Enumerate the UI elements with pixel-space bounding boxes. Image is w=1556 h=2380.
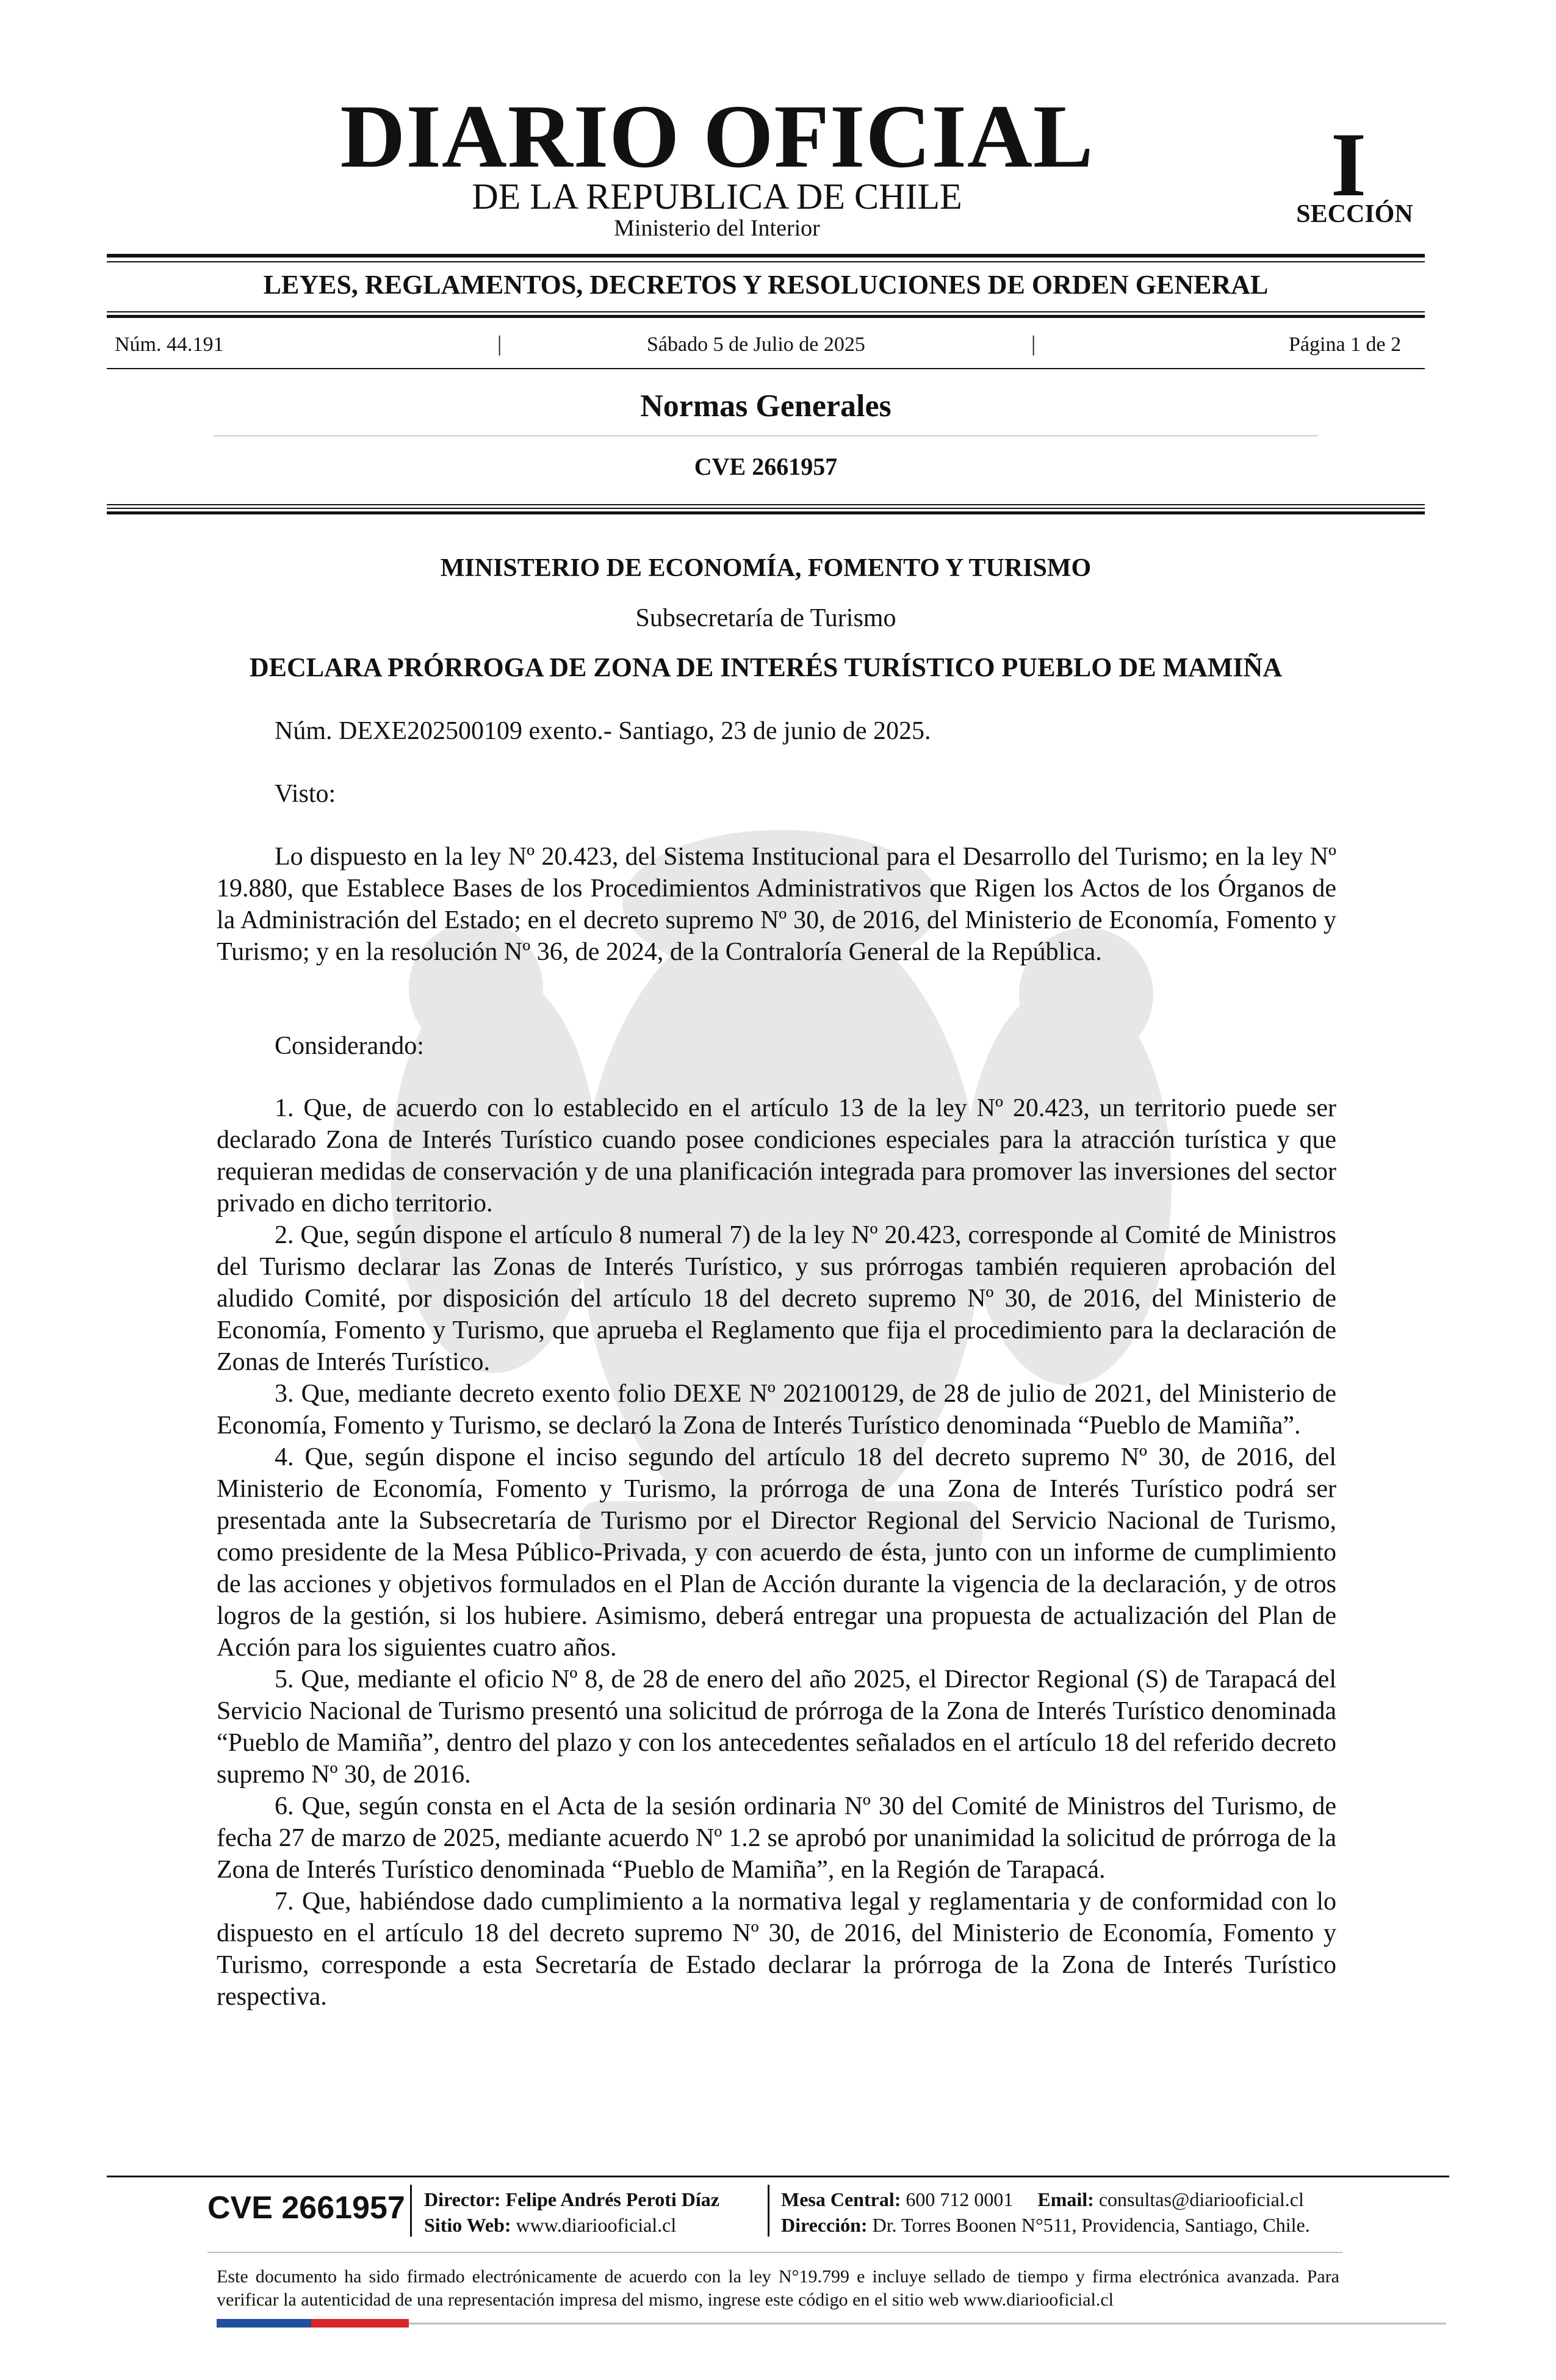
flag-stripe-blue (217, 2319, 311, 2328)
newspaper-subtitle: DE LA REPUBLICA DE CHILE (472, 176, 962, 217)
masthead-rule-thick (107, 254, 1425, 258)
footer-address (781, 2215, 1310, 2235)
mesa-label: Mesa Central: (781, 2188, 901, 2210)
section-title-rule (214, 435, 1318, 436)
website-link[interactable]: www.diariooficial.cl (516, 2214, 677, 2236)
visto-paragraph: Lo dispuesto en la ley Nº 20.423, del Sistema Institucional para el Desarrollo del Turismo; en la ley Nº 19.880, que Establece Bases de los Procedimientos Administrativos que Rigen los Actos de los Órganos de la Administración del Estado; en el decreto supremo Nº 30, de 2016, del Ministerio de Economía, Fomento y Turismo; y en la resolución Nº 36, de 2024, de la Contraloría General de la República. (217, 843, 1336, 966)
address-value: Dr. Torres Boonen N°511, Providencia, Santiago, Chile. (872, 2214, 1310, 2236)
band-rule-thin (107, 311, 1425, 312)
newspaper-ministry: Ministerio del Interior (614, 215, 820, 241)
issue-date: Sábado 5 de Julio de 2025 (647, 333, 865, 356)
director-label: Director: (424, 2188, 501, 2210)
visto-label: Visto: (275, 780, 336, 808)
newspaper-title: DIARIO OFICIAL (340, 87, 1094, 187)
director-value: Felipe Andrés Peroti Díaz (505, 2188, 719, 2210)
considerando-item: 2. Que, según dispone el artículo 8 numeral 7) de la ley Nº 20.423, corresponde al Comité de Ministros del Turismo declarar las Zonas de Interés Turístico, y sus prórrogas también requieren aprobación del aludido Comité, por disposición del artículo 18 del decreto supremo Nº 30, de 2016, del Ministerio de Economía, Fomento y Turismo, que aprueba el Reglamento que fija el procedimiento para la declaración de Zonas de Interés Turístico. (217, 1221, 1336, 1376)
decree-number-line: Núm. DEXE202500109 exento.- Santiago, 23 de junio de 2025. (275, 717, 931, 745)
mesa-value: 600 712 0001 (906, 2188, 1014, 2210)
footer-cve-code: CVE 2661957 (207, 2190, 405, 2226)
considerando-label: Considerando: (275, 1032, 424, 1060)
email-label: Email: (1037, 2188, 1094, 2210)
issue-page: Página 1 de 2 (1289, 333, 1402, 356)
band-rule-thick (107, 315, 1425, 318)
footer-legal-note: Este documento ha sido firmado electrónicamente de acuerdo con la ley N°19.799 e incluye sellado de tiempo y firma electrónica avanzada. Para verificar la autenticidad de una representación impresa del mismo, ingrese este código en el sitio web www.diariooficial.cl (217, 2266, 1339, 2310)
considerando-item: 7. Que, habiéndose dado cumplimiento a la normativa legal y reglamentaria y de conformidad con lo dispuesto en el artículo 18 del decreto supremo Nº 30, de 2016, del Ministerio de Economía, Fomento y Turismo, corresponde a esta Secretaría de Estado declarar la prórroga de la Zona de Interés Turístico respectiva. (217, 1888, 1336, 2011)
issue-rule (107, 368, 1425, 369)
considerando-item: 1. Que, de acuerdo con lo establecido en el artículo 13 de la ley Nº 20.423, un territorio puede ser declarado Zona de Interés Turístico cuando posee condiciones especiales para la atracción turística y que requieran medidas de conservación y de una planificación integrada para promover las inversiones del sector privado en dicho territorio. (217, 1094, 1336, 1217)
decree-title: DECLARA PRÓRROGA DE ZONA DE INTERÉS TURÍSTICO PUEBLO DE MAMIÑA (249, 652, 1283, 682)
section-number: I (1330, 114, 1367, 215)
considerando-item: 6. Que, según consta en el Acta de la sesión ordinaria Nº 30 del Comité de Ministros del Turismo, de fecha 27 de marzo de 2025, mediante acuerdo Nº 1.2 se aprobó por unanimidad la solicitud de prórroga de la Zona de Interés Turístico denominada “Pueblo de Mamiña”, en la Región de Tarapacá. (217, 1792, 1336, 1884)
footer-director (424, 2190, 719, 2209)
footer-divider (768, 2185, 769, 2237)
considerando-item: 5. Que, mediante el oficio Nº 8, de 28 de enero del año 2025, el Director Regional (S) de Tarapacá del Servicio Nacional de Turismo presentó una solicitud de prórroga de la Zona de Interés Turístico denominada “Pueblo de Mamiña”, dentro del plazo y con los antecedentes señalados en el artículo 18 del referido decreto supremo Nº 30, de 2016. (217, 1665, 1336, 1789)
section-rule-thin-1 (107, 504, 1425, 505)
flag-stripe-red (311, 2319, 409, 2328)
footer-rule (107, 2176, 1449, 2177)
email-link[interactable]: consultas@diariooficial.cl (1098, 2188, 1304, 2210)
considerandos-list (217, 1092, 1336, 2013)
issue-number: Núm. 44.191 (115, 333, 224, 356)
cve-code: CVE 2661957 (694, 453, 838, 480)
section-title: Normas Generales (640, 389, 891, 424)
flag-stripe-line (409, 2323, 1446, 2324)
website-label: Sitio Web: (424, 2214, 511, 2236)
footer-website (424, 2215, 676, 2235)
footer-contact (781, 2190, 1304, 2209)
section-label: SECCIÓN (1296, 200, 1413, 228)
considerando-item: 3. Que, mediante decreto exento folio DEXE Nº 202100129, de 28 de julio de 2021, del Ministerio de Economía, Fomento y Turismo, se declaró la Zona de Interés Turístico denominada “Pueblo de Mamiña”. (217, 1380, 1336, 1440)
footer-note-rule (207, 2252, 1342, 2253)
considerando-item: 4. Que, según dispone el inciso segundo del artículo 18 del decreto supremo Nº 30, de 2016, del Ministerio de Economía, Fomento y Turismo, la prórroga de una Zona de Interés Turístico podrá ser presentada ante la Subsecretaría de Turismo por el Director Regional del Servicio Nacional de Turismo, como presidente de la Mesa Público-Privada, y con acuerdo de ésta, junto con un informe de cumplimiento de las acciones y objetivos formulados en el Plan de Acción durante la vigencia de la declaración, y de otros logros de la gestión, si los hubiere. Asimismo, deberá entregar una propuesta de actualización del Plan de Acción para los siguientes cuatro años. (217, 1443, 1336, 1662)
section-rule-thick (107, 511, 1425, 514)
section-rule-thin-2 (107, 508, 1425, 509)
subsecretary-heading: Subsecretaría de Turismo (635, 604, 896, 632)
publication-band: LEYES, REGLAMENTOS, DECRETOS Y RESOLUCIONES DE ORDEN GENERAL (263, 270, 1269, 300)
issue-separator: | (1031, 331, 1036, 356)
footer-divider (410, 2185, 412, 2237)
issue-separator: | (497, 331, 502, 356)
ministry-heading: MINISTERIO DE ECONOMÍA, FOMENTO Y TURISMO (440, 554, 1092, 582)
masthead-rule-thin (107, 261, 1425, 262)
address-label: Dirección: (781, 2214, 868, 2236)
